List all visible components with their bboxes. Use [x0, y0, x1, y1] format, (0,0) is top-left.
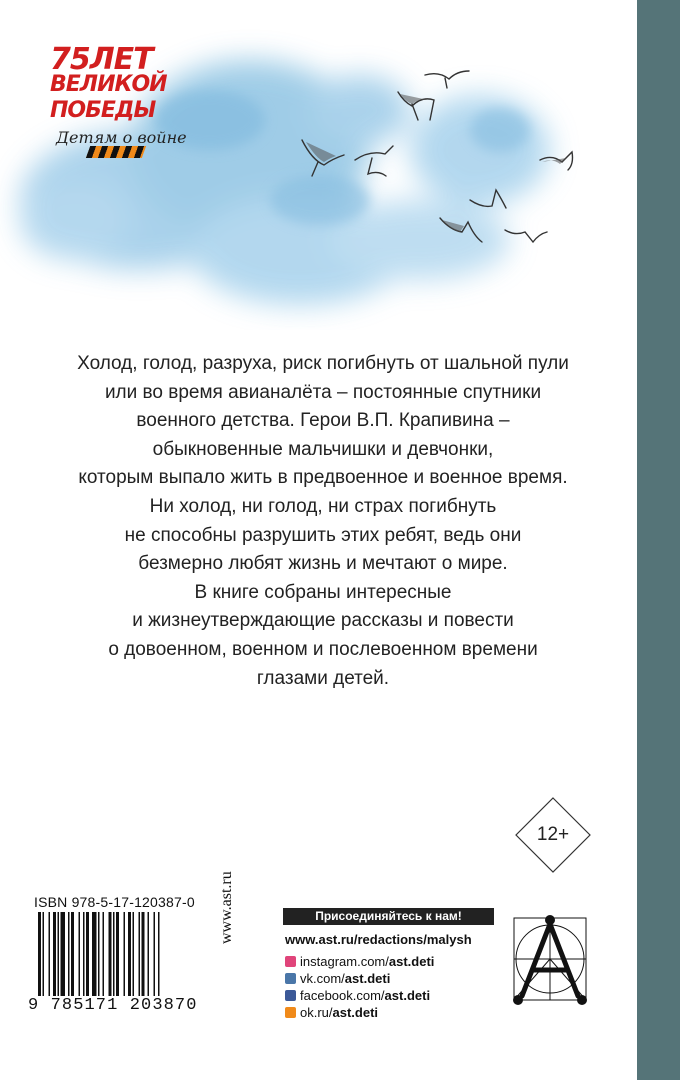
description-line: которым выпало жить в предвоенное и военное время. — [78, 467, 568, 489]
logo-line-3: ПОБЕДЫ — [50, 98, 156, 123]
join-us-banner: Присоединяйтесь к нам! — [283, 908, 494, 925]
logo-line-1: 75ЛЕТ — [50, 42, 153, 77]
description-line: о довоенном, военном и послевоенном времени — [108, 638, 538, 660]
social-prefix: vk.com/ — [300, 971, 345, 986]
social-link-facebook[interactable] — [285, 987, 434, 1004]
description-line: безмерно любят жизнь и мечтают о мире. — [138, 553, 508, 575]
social-handle: ast.deti — [344, 971, 391, 986]
social-handle: ast.deti — [384, 988, 431, 1003]
social-prefix: facebook.com/ — [300, 988, 385, 1003]
victory-75-logo — [50, 42, 190, 172]
description-line: Ни холод, ни голод, ни страх погибнуть — [149, 495, 497, 517]
social-prefix: instagram.com/ — [300, 954, 389, 969]
publisher-site-link[interactable]: www.ast.ru/redactions/malysh — [285, 932, 472, 947]
description-line: Холод, голод, разруха, риск погибнуть от шальной пули — [77, 353, 569, 374]
book-description — [40, 350, 606, 693]
description-line: не способны разрушить этих ребят, ведь они — [124, 524, 522, 546]
barcode-digits: 9 785171 203870 — [28, 996, 198, 1015]
logo-series-name: Детям о войне — [56, 128, 187, 147]
odnoklassniki-icon — [285, 1007, 296, 1018]
description-line: глазами детей. — [256, 667, 390, 689]
barcode — [36, 912, 220, 996]
age-rating: 12+ — [536, 824, 570, 845]
description-line: или во время авианалёта – постоянные спутники — [104, 381, 542, 403]
description-line: обыкновенные мальчишки и девчонки, — [152, 438, 494, 460]
publisher-site-vertical[interactable]: www.ast.ru — [218, 871, 235, 944]
social-handle: ast.deti — [332, 1005, 379, 1020]
logo-line-2: ВЕЛИКОЙ — [50, 72, 167, 97]
st-george-ribbon-icon — [86, 146, 146, 158]
description-line: и жизнеутверждающие рассказы и повести — [132, 610, 514, 632]
description-line: военного детства. Герои В.П. Крапивина – — [136, 410, 510, 432]
social-link-odnoklassniki[interactable] — [285, 1004, 434, 1021]
social-links — [285, 953, 434, 1021]
description-line: В книге собраны интересные — [194, 581, 452, 603]
vk-icon — [285, 973, 296, 984]
facebook-icon — [285, 990, 296, 1001]
social-link-instagram[interactable] — [285, 953, 434, 970]
isbn: ISBN 978-5-17-120387-0 — [34, 894, 195, 910]
social-link-vk[interactable] — [285, 970, 434, 987]
social-handle: ast.deti — [388, 954, 435, 969]
instagram-icon — [285, 956, 296, 967]
spine-band — [637, 0, 680, 1080]
ast-publisher-logo-icon — [508, 912, 594, 1008]
social-prefix: ok.ru/ — [300, 1005, 333, 1020]
